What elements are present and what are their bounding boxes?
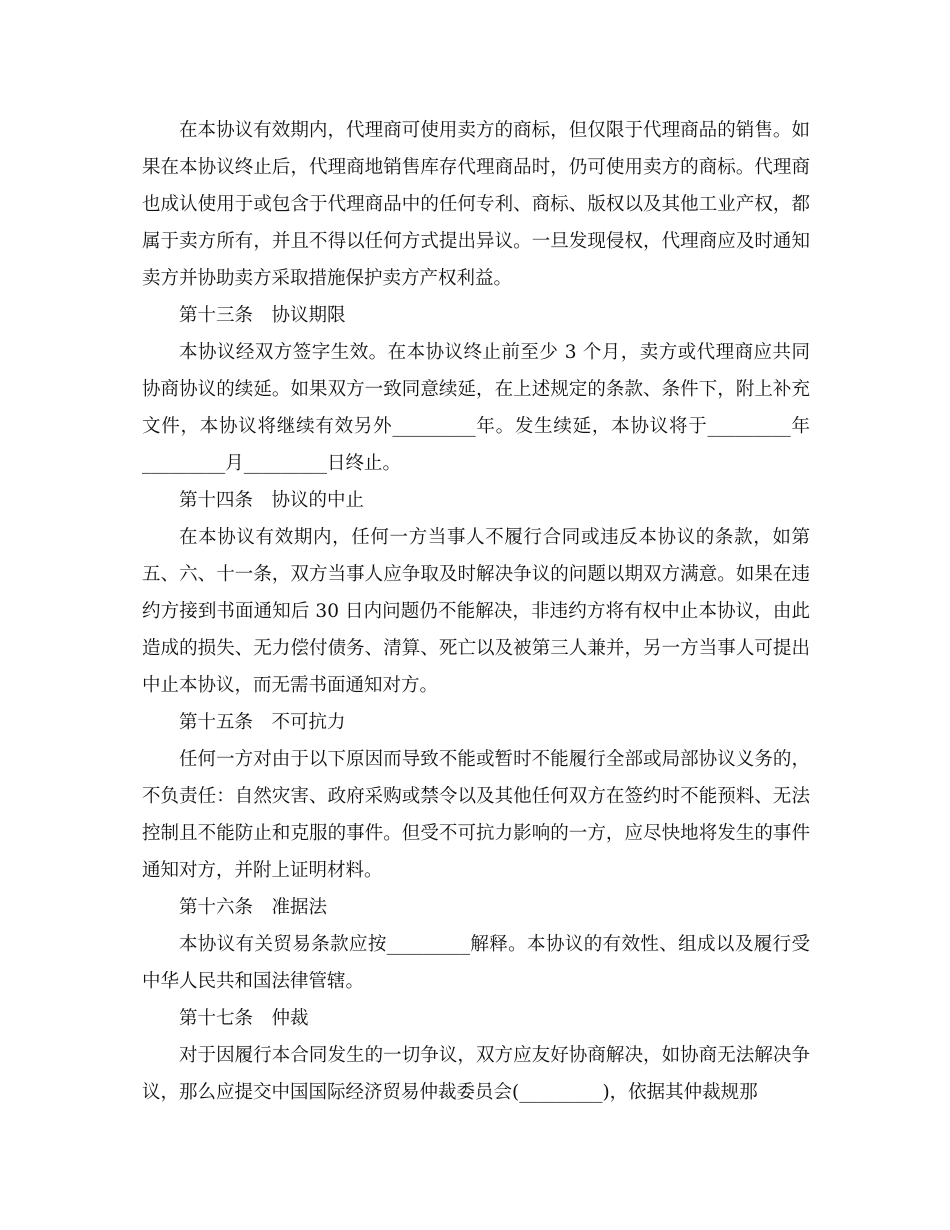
article-17-paragraph: 对于因履行本合同发生的一切争议，双方应友好协商解决，如协商无法解决争议，那么应提交中国国际经济贸易仲裁委员会(_________)，依据其仲裁规那 <box>142 1045 810 1103</box>
trademark-clause-paragraph: 在本协议有效期内，代理商可使用卖方的商标，但仅限于代理商品的销售。如果在本协议终止后，代理商地销售库存代理商品时，仍可使用卖方的商标。代理商也成认使用于或包含于代理商品中的任何专利、商标、版权以及其他工业产权，都属于卖方所有，并且不得以任何方式提出异议。一旦发现侵权，代理商应及时通知卖方并协助卖方采取措施保护卖方产权利益。 <box>142 120 810 289</box>
article-14-heading: 第十四条 协议的中止 <box>179 490 365 511</box>
article-15-heading: 第十五条 不可抗力 <box>179 712 346 733</box>
document-body <box>142 112 810 1111</box>
article-15-paragraph: 任何一方对由于以下原因而导致不能或暂时不能履行全部或局部协议义务的，不负责任：自然灾害、政府采购或禁令以及其他任何双方在签约时不能预料、无法控制且不能防止和克服的事件。但受不可抗力影响的一方，应尽快地将发生的事件通知对方，并附上证明材料。 <box>142 749 810 881</box>
article-13-paragraph: 本协议经双方签字生效。在本协议终止前至少 3 个月，卖方或代理商应共同协商协议的续延。如果双方一致同意续延，在上述规定的条款、条件下，附上补充文件，本协议将继续有效另外_________年。发生续延，本协议将于_________年_________月_________日终止。 <box>142 342 810 474</box>
article-13-heading: 第十三条 协议期限 <box>179 305 346 326</box>
article-17-heading: 第十七条 仲裁 <box>179 1008 309 1029</box>
article-16-paragraph: 本协议有关贸易条款应按_________解释。本协议的有效性、组成以及履行受中华人民共和国法律管辖。 <box>142 934 810 992</box>
article-16-heading: 第十六条 准据法 <box>179 897 328 918</box>
article-14-paragraph: 在本协议有效期内，任何一方当事人不履行合同或违反本协议的条款，如第五、六、十一条，双方当事人应争取及时解决争议的问题以期双方满意。如果在违约方接到书面通知后 30 日内问题仍不能解决，非违约方将有权中止本协议，由此造成的损失、无力偿付债务、清算、死亡以及被第三人兼并，另一方当事人可提出中止本协议，而无需书面通知对方。 <box>142 527 810 696</box>
